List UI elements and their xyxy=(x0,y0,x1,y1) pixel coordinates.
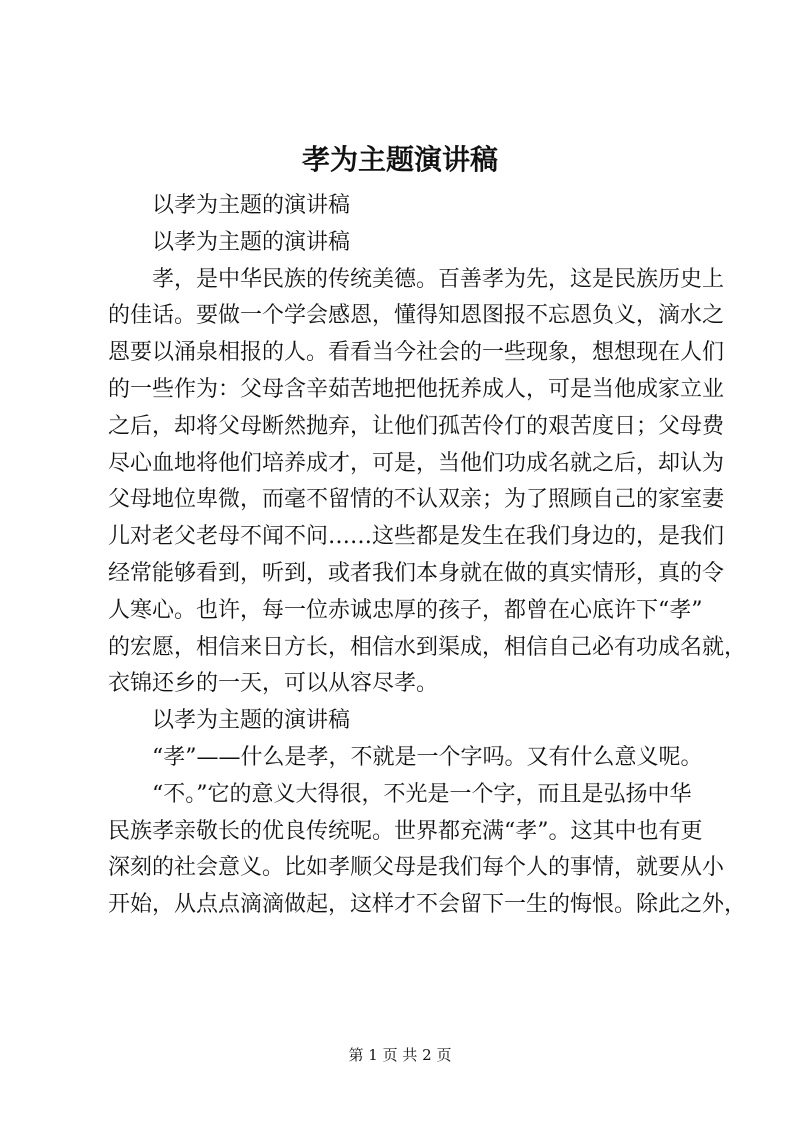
text-line: 经常能够看到，听到，或者我们本身就在做的真实情形，真的令 xyxy=(108,560,725,586)
text-line: 孝，是中华民族的传统美德。百善孝为先，这是民族历史上 xyxy=(152,266,725,292)
text-line: 的一些作为：父母含辛茹苦地把他抚养成人，可是当他成家立业 xyxy=(108,376,725,402)
document-title: 孝为主题演讲稿 xyxy=(301,143,498,176)
text-line: 儿对老父老母不闻不问……这些都是发生在我们身边的，是我们 xyxy=(108,524,725,550)
paragraph xyxy=(108,703,702,740)
text-line: 父母地位卑微，而毫不留情的不认双亲；为了照顾自己的家室妻 xyxy=(108,487,725,513)
paragraph xyxy=(108,740,702,777)
text-line: 尽心血地将他们培养成才，可是，当他们功成名就之后，却认为 xyxy=(108,450,725,476)
text-line: 的宏愿，相信来日方长，相信水到渠成，相信自己必有功成名就， xyxy=(108,634,747,660)
page-number-footer: 第 1 页 共 2 页 xyxy=(348,1046,452,1064)
paragraph xyxy=(108,225,702,262)
text-line: 以孝为主题的演讲稿 xyxy=(152,708,351,734)
text-line: 民族孝亲敬长的优良传统呢。世界都充满“孝”。这其中也有更 xyxy=(108,818,703,844)
text-line: 开始，从点点滴滴做起，这样才不会留下一生的悔恨。除此之外， xyxy=(108,892,747,918)
paragraph xyxy=(108,188,702,225)
text-line: 恩要以涌泉相报的人。看看当今社会的一些现象，想想现在人们 xyxy=(108,340,725,366)
text-line: “孝”——什么是孝，不就是一个字吗。又有什么意义呢。 xyxy=(152,744,703,770)
text-line: 以孝为主题的演讲稿 xyxy=(152,193,351,218)
text-line: 以孝为主题的演讲稿 xyxy=(152,229,351,255)
text-line: 的佳话。要做一个学会感恩，懂得知恩图报不忘恩负义，滴水之 xyxy=(108,303,725,329)
text-line: 之后，却将父母断然抛弃，让他们孤苦伶仃的艰苦度日；父母费 xyxy=(108,413,725,439)
text-line: 衣锦还乡的一天，可以从容尽孝。 xyxy=(108,671,439,697)
paragraph xyxy=(108,777,747,924)
text-line: 深刻的社会意义。比如孝顺父母是我们每个人的事情，就要从小 xyxy=(108,855,725,881)
paragraph xyxy=(108,262,747,704)
text-line: “不。”它的意义大得很，不光是一个字，而且是弘扬中华 xyxy=(152,781,692,807)
document-body xyxy=(108,188,747,924)
text-line: 人寒心。也许，每一位赤诚忠厚的孩子，都曾在心底许下“孝” xyxy=(108,597,703,623)
